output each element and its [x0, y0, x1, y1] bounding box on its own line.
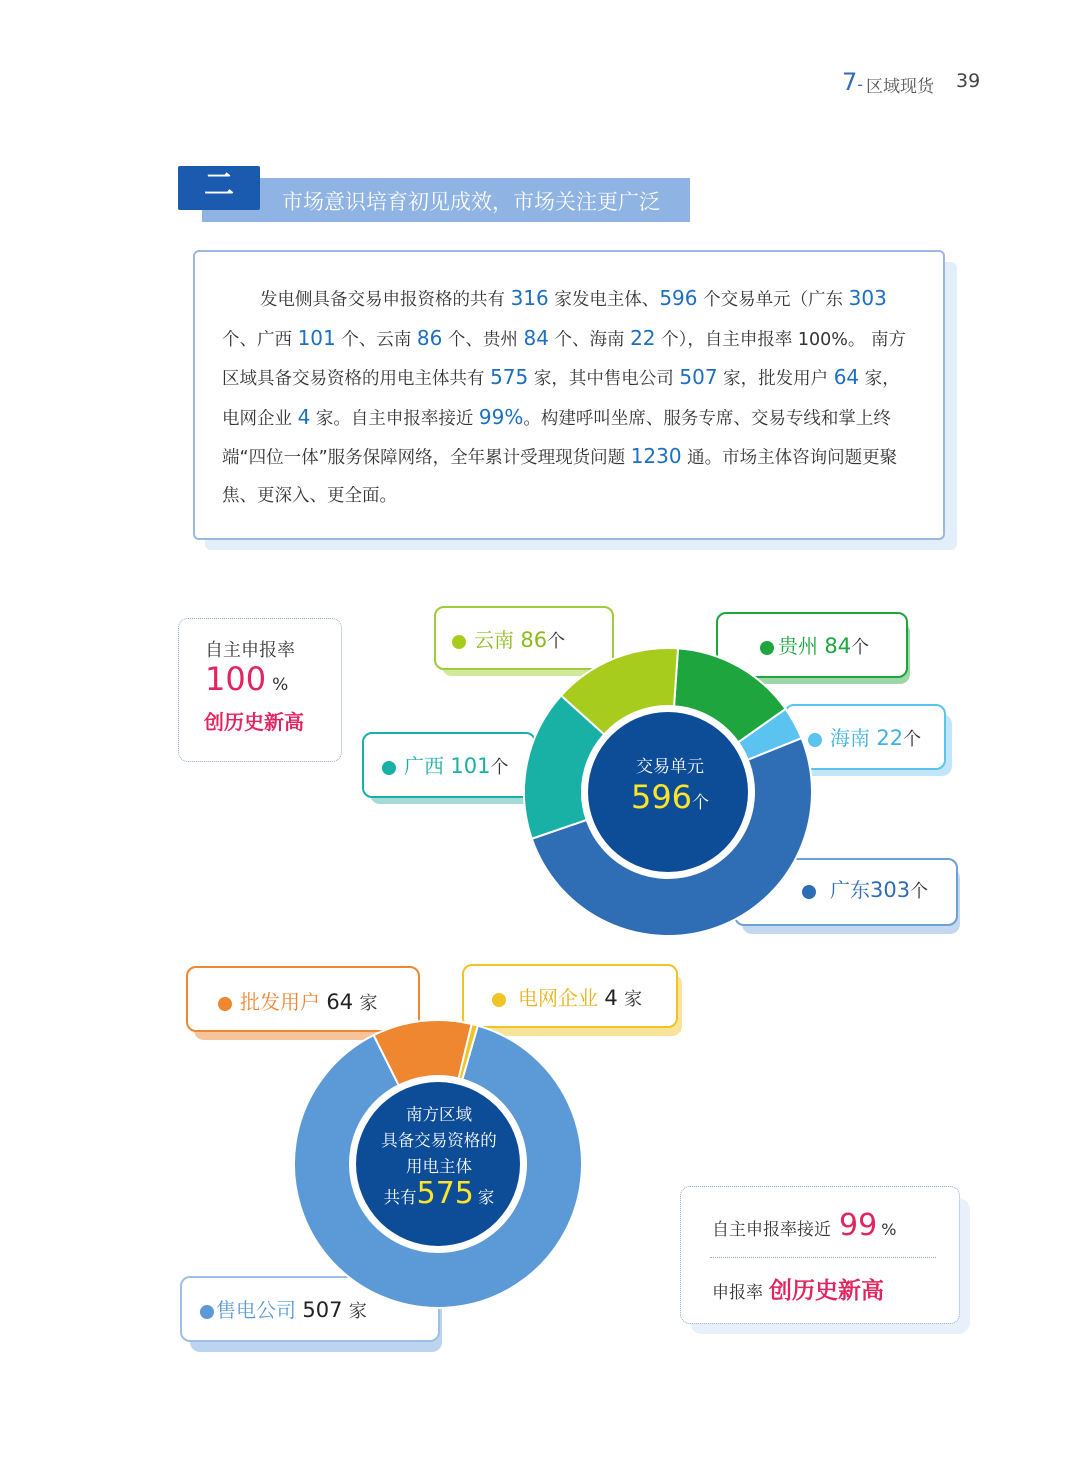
- label-dianwang: 电网企业 4 家: [492, 982, 642, 1011]
- section-number: 二: [178, 166, 260, 210]
- label-guangxi: 广西 101个: [382, 750, 508, 779]
- chart1-center-label: 交易单元: [636, 757, 704, 777]
- chart2-center-label: 南方区域 具备交易资格的 用电主体: [381, 1105, 497, 1176]
- chart2-center-value: 共有575 家: [383, 1176, 495, 1211]
- intro-paragraph: 发电侧具备交易申报资格的共有 316 家发电主体、596 个交易单元（广东 303 个、广西 101 个、云南 86 个、贵州 84 个、海南 22 个），自主申报率 100%。 南方区域具备交易资格的用电主体共有 575 家，其中售电公司 507 家，批发用户 64 家，电网企业 4 家。自主申报率接近 99%。构建呼叫坐席、服务专席、交易专线和掌上终端“四位一体”服务保障网络，全年累计受理现货问题 1230 通。市场主体咨询问题更聚焦、更深入、更全面。: [222, 286, 906, 506]
- self-report-rate-value: 100 %: [205, 660, 289, 698]
- record-high-note: 创历史新高: [204, 710, 304, 734]
- record-high-note-2: 申报率 创历史新高: [712, 1278, 884, 1304]
- label-guangdong: 广东303个: [802, 874, 928, 903]
- self-report-rate-2: 自主申报率接近 99 %: [712, 1208, 897, 1243]
- chapter-number: 7-: [842, 68, 864, 96]
- label-guizhou: 贵州 84个: [760, 630, 869, 659]
- chapter-title: 区域现货: [866, 77, 934, 97]
- chart1-center-value: 596个: [630, 778, 710, 816]
- self-report-rate-label: 自主申报率: [205, 640, 295, 661]
- section-title: 市场意识培育初见成效，市场关注更广泛: [282, 190, 660, 214]
- page-number: 39: [956, 70, 981, 92]
- label-yunnan: 云南 86个: [452, 624, 565, 653]
- label-hainan: 海南 22个: [808, 722, 921, 751]
- label-pifa: 批发用户 64 家: [218, 986, 377, 1015]
- label-shoudian: 售电公司 507 家: [200, 1294, 367, 1323]
